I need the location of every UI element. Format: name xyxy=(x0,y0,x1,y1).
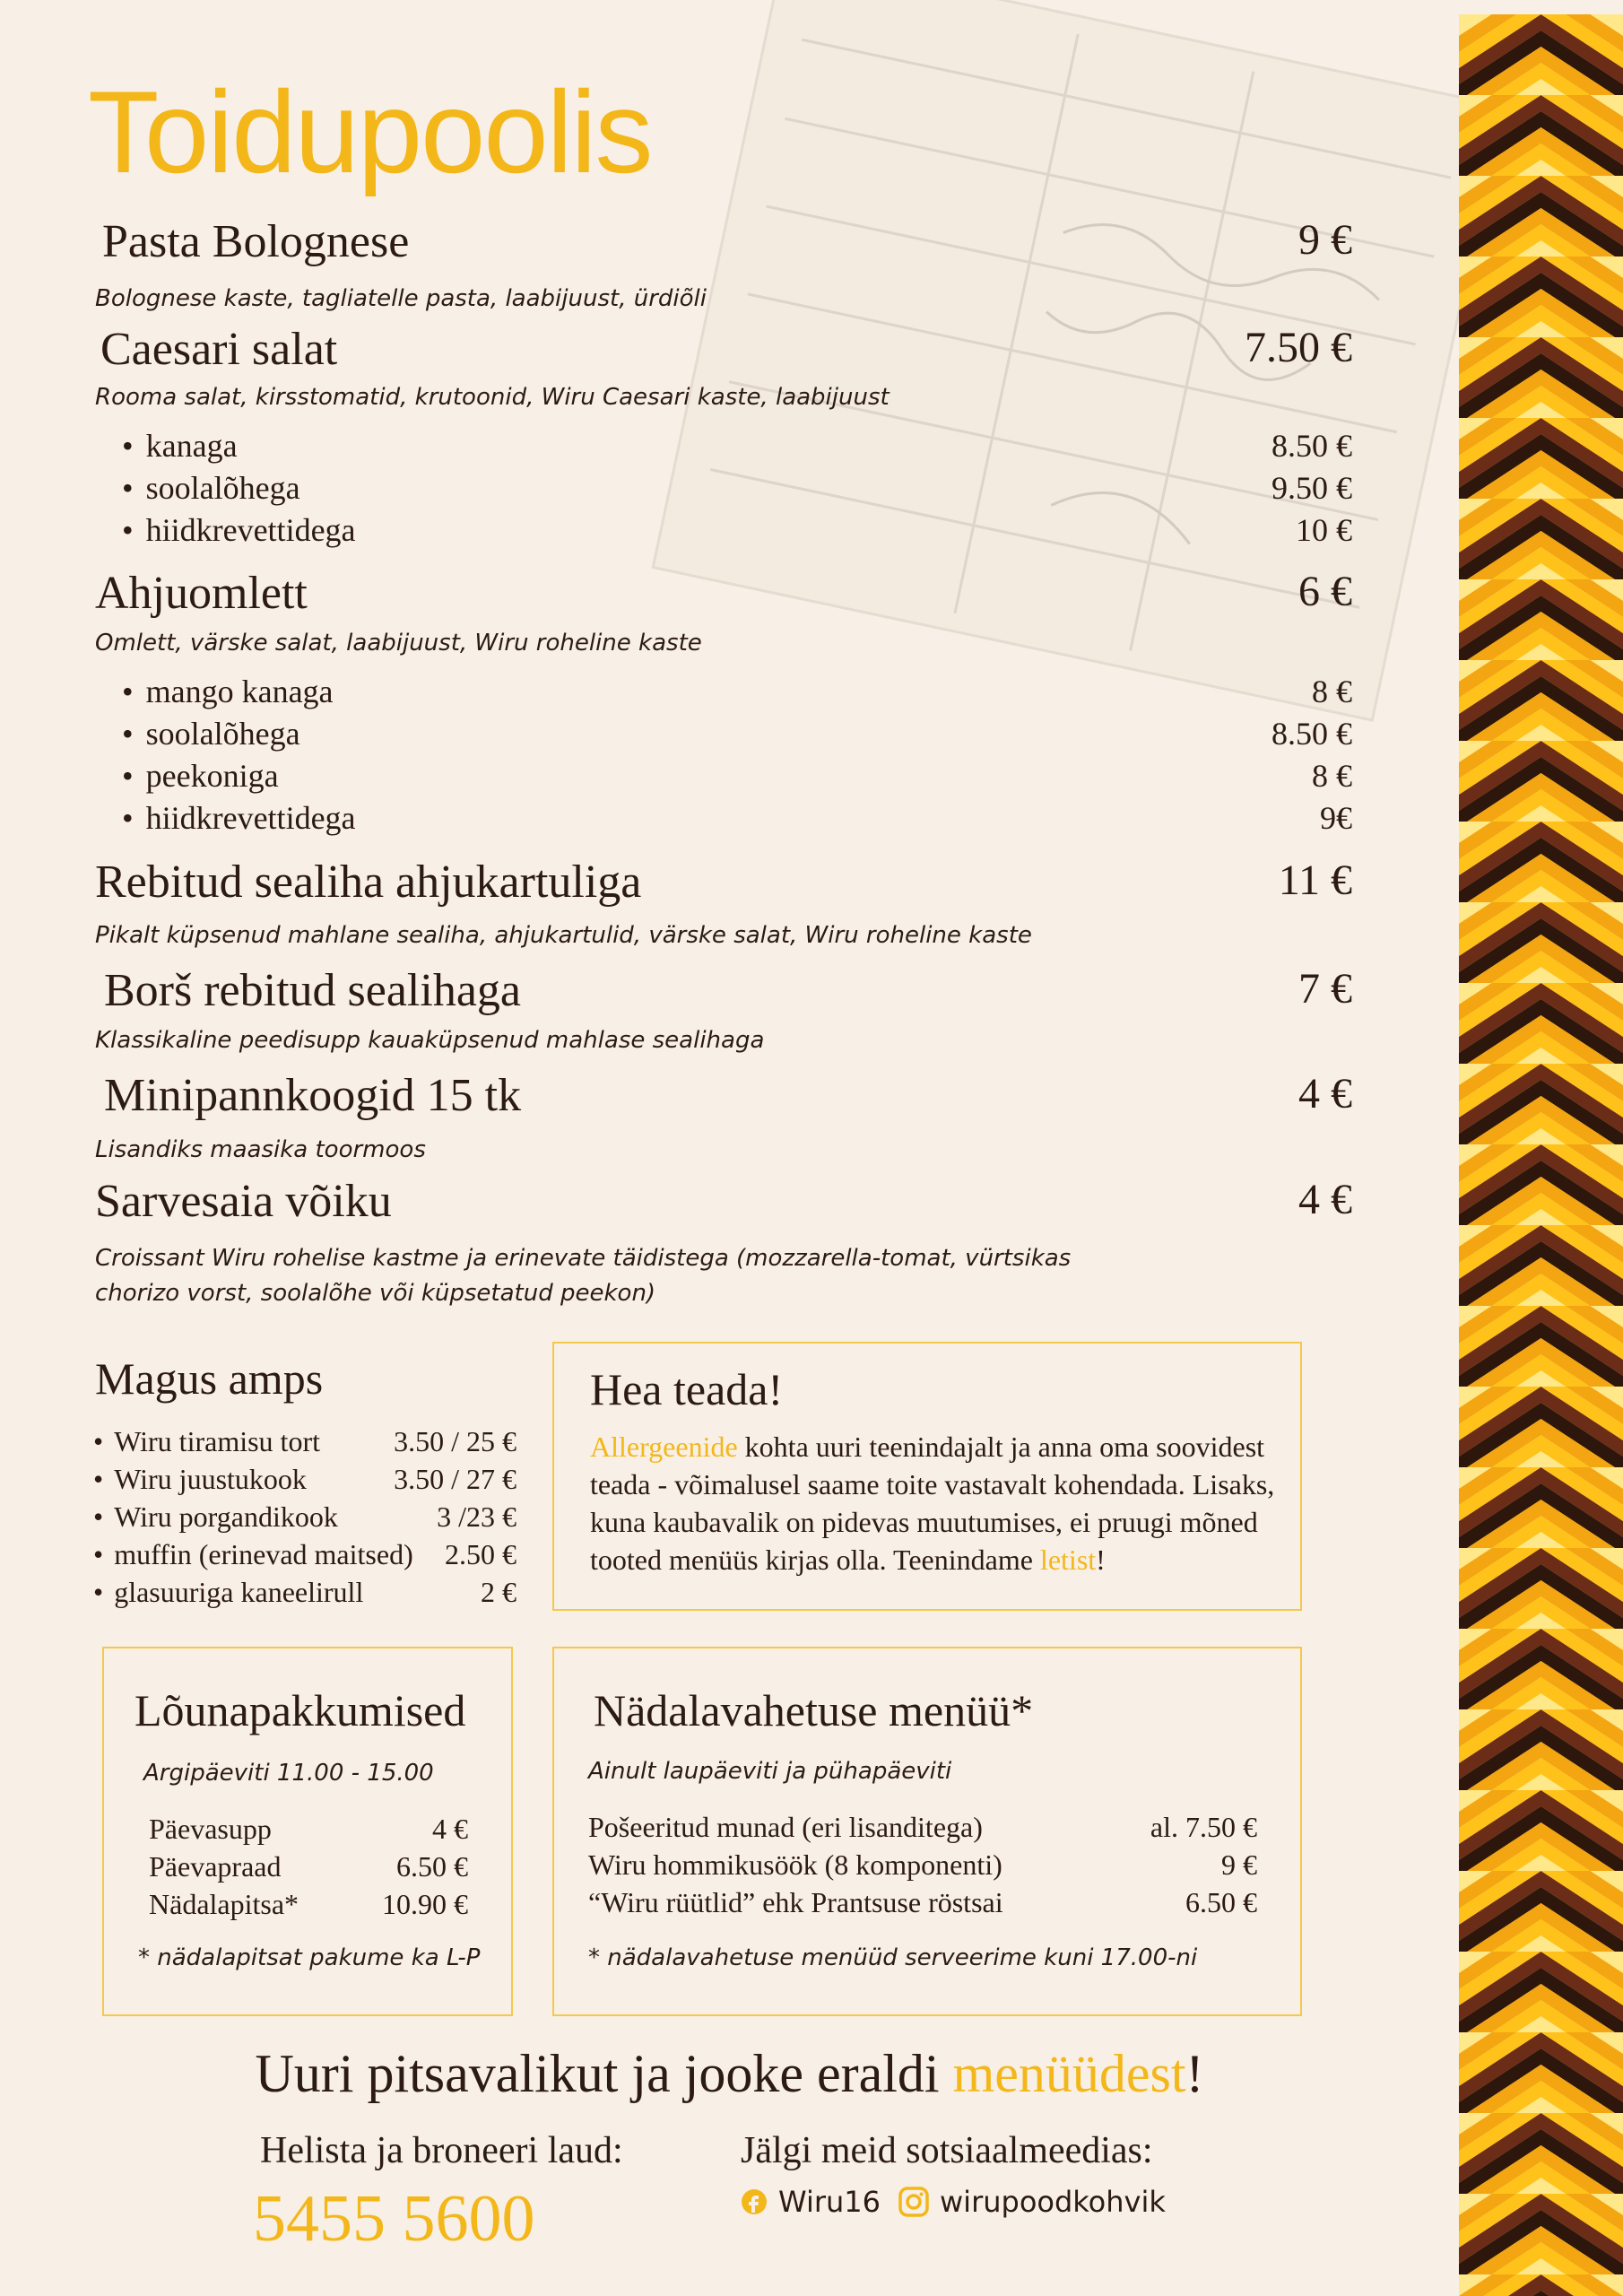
instagram-handle: wirupoodkohvik xyxy=(940,2185,1166,2219)
dish-name: Borš rebitud sealihaga xyxy=(104,965,521,1016)
dish-description: Lisandiks maasika toormoos xyxy=(95,1136,426,1163)
list-item xyxy=(149,1848,468,1885)
item-price: al. 7.50 € xyxy=(1150,1811,1257,1843)
item-price: 9 € xyxy=(1221,1848,1257,1881)
dish-price: 7 € xyxy=(1298,965,1352,1013)
list-item xyxy=(149,1810,468,1848)
lunch-box xyxy=(102,1647,513,2016)
dish-option-price: 8 € xyxy=(1312,674,1352,709)
lunch-note: * nädalapitsat pakume ka L-P xyxy=(138,1944,481,1971)
item-price: 10.90 € xyxy=(382,1888,468,1920)
phone-number[interactable]: 5455 5600 xyxy=(253,2182,535,2256)
dish-option: • peekoniga xyxy=(122,757,279,795)
chevron-border-pattern xyxy=(1459,14,1623,2296)
weekend-title: Nädalavahetuse menüü* xyxy=(594,1685,1034,1735)
item-name: Päevapraad xyxy=(149,1850,282,1883)
item-name: Wiru hommikusöök (8 komponenti) xyxy=(588,1848,1002,1881)
footer-headline: Uuri pitsavalikut ja jooke eraldi menüüdest! xyxy=(255,2044,1204,2103)
dessert-list xyxy=(93,1422,516,1611)
dish-option: • soolalõhega xyxy=(122,715,300,752)
list-item xyxy=(588,1883,1257,1921)
notice-title: Hea teada! xyxy=(590,1364,784,1414)
dish-price: 4 € xyxy=(1298,1176,1352,1223)
letist-link[interactable]: letist xyxy=(1039,1544,1097,1576)
dish-option-price: 8 € xyxy=(1312,758,1352,794)
item-price: 4 € xyxy=(432,1813,468,1845)
dish-name: Pasta Bolognese xyxy=(102,216,410,267)
dish-name: Rebitud sealiha ahjukartuliga xyxy=(95,857,642,908)
facebook-icon xyxy=(741,2188,768,2215)
list-item xyxy=(588,1808,1257,1846)
list-item xyxy=(149,1885,468,1923)
dish-option: • soolalõhega xyxy=(122,469,300,507)
social-label: Jälgi meid sotsiaalmeedias: xyxy=(741,2130,1153,2171)
page-title: Toidupoolis xyxy=(88,66,652,197)
dish-option-price: 8.50 € xyxy=(1271,428,1352,464)
dish-option: • mango kanaga xyxy=(122,673,334,710)
dish-description: Croissant Wiru rohelise kastme ja erinevate täidistega (mozzarella-tomat, vürtsikas xyxy=(95,1245,1072,1272)
list-item xyxy=(93,1535,516,1573)
call-label: Helista ja broneeri laud: xyxy=(260,2130,623,2171)
list-item xyxy=(588,1846,1257,1883)
lunch-list xyxy=(149,1810,468,1923)
instagram-link[interactable] xyxy=(898,2185,1166,2219)
dish-option-price: 9.50 € xyxy=(1271,470,1352,506)
notice-text: Allergeenide kohta uuri teenindajalt ja anna oma soovidest teada - võimalusel saame toite vastavalt kohendada. Lisaks, kuna kaubavalik on pidevas muutumises, ei pruugi mõned tooted menüüs kirjas olla. Teenindame letist! xyxy=(590,1431,1275,1576)
dish-description: Pikalt küpsenud mahlane sealiha, ahjukartulid, värske salat, Wiru roheline kaste xyxy=(95,922,1032,949)
dish-description: Klassikaline peedisupp kauaküpsenud mahlase sealihaga xyxy=(95,1027,765,1054)
dish-price: 11 € xyxy=(1278,857,1352,904)
item-price: 3.50 / 25 € xyxy=(394,1425,516,1457)
instagram-icon xyxy=(898,2187,929,2217)
dish-name: Ahjuomlett xyxy=(95,568,308,619)
weekend-subtitle: Ainult laupäeviti ja pühapäeviti xyxy=(588,1758,952,1785)
item-price: 2.50 € xyxy=(445,1538,516,1570)
dish-option: • kanaga xyxy=(122,427,238,465)
dish-option: • hiidkrevettidega xyxy=(122,511,356,549)
facebook-link[interactable] xyxy=(741,2185,881,2219)
item-name: Nädalapitsa* xyxy=(149,1888,299,1920)
weekend-box xyxy=(552,1647,1302,2016)
item-price: 2 € xyxy=(481,1576,516,1608)
facebook-handle: Wiru16 xyxy=(778,2185,881,2219)
item-name: • Wiru porgandikook xyxy=(114,1500,338,1533)
list-item xyxy=(93,1573,516,1611)
dish-name: Minipannkoogid 15 tk xyxy=(104,1070,522,1121)
dish-option-price: 8.50 € xyxy=(1271,716,1352,752)
dish-name: Sarvesaia võiku xyxy=(95,1176,392,1227)
dish-name: Caesari salat xyxy=(100,324,338,375)
dish-price: 9 € xyxy=(1298,216,1352,264)
dish-description: Bolognese kaste, tagliatelle pasta, laabijuust, ürdiõli xyxy=(95,285,707,312)
weekend-note: * nädalavahetuse menüüd serveerime kuni 17.00-ni xyxy=(588,1944,1198,1971)
weekend-list xyxy=(588,1808,1257,1921)
dish-option-price: 9€ xyxy=(1320,800,1352,836)
item-name: Pošeeritud munad (eri lisanditega) xyxy=(588,1811,983,1843)
item-price: 6.50 € xyxy=(396,1850,468,1883)
item-price: 3.50 / 27 € xyxy=(394,1463,516,1495)
dessert-title: Magus amps xyxy=(95,1353,324,1404)
lunch-subtitle: Argipäeviti 11.00 - 15.00 xyxy=(143,1760,434,1787)
lunch-title: Lõunapakkumised xyxy=(135,1685,466,1735)
dish-price: 6 € xyxy=(1298,568,1352,615)
list-item xyxy=(93,1460,516,1498)
item-name: Päevasupp xyxy=(149,1813,272,1845)
dish-price: 7.50 € xyxy=(1245,324,1352,371)
item-name: • glasuuriga kaneelirull xyxy=(114,1576,364,1608)
item-price: 3 /23 € xyxy=(437,1500,516,1533)
list-item xyxy=(93,1422,516,1460)
item-price: 6.50 € xyxy=(1185,1886,1257,1918)
item-name: “Wiru rüütlid” ehk Prantsuse röstsai xyxy=(588,1886,1003,1918)
dish-price: 4 € xyxy=(1298,1070,1352,1118)
item-name: • Wiru juustukook xyxy=(114,1463,307,1495)
item-name: • muffin (erinevad maitsed) xyxy=(114,1538,413,1570)
notice-box xyxy=(552,1342,1302,1611)
allergen-link[interactable]: Allergeenide xyxy=(590,1431,738,1463)
menus-link[interactable]: menüüdest xyxy=(952,2044,1186,2103)
dish-description: Omlett, värske salat, laabijuust, Wiru roheline kaste xyxy=(95,630,702,657)
dish-option-price: 10 € xyxy=(1296,512,1352,548)
dish-description: Rooma salat, kirsstomatid, krutoonid, Wiru Caesari kaste, laabijuust xyxy=(95,384,890,411)
list-item xyxy=(93,1498,516,1535)
item-name: • Wiru tiramisu tort xyxy=(114,1425,320,1457)
dish-option: • hiidkrevettidega xyxy=(122,799,356,837)
dish-description: chorizo vorst, soolalõhe või küpsetatud peekon) xyxy=(95,1280,656,1307)
